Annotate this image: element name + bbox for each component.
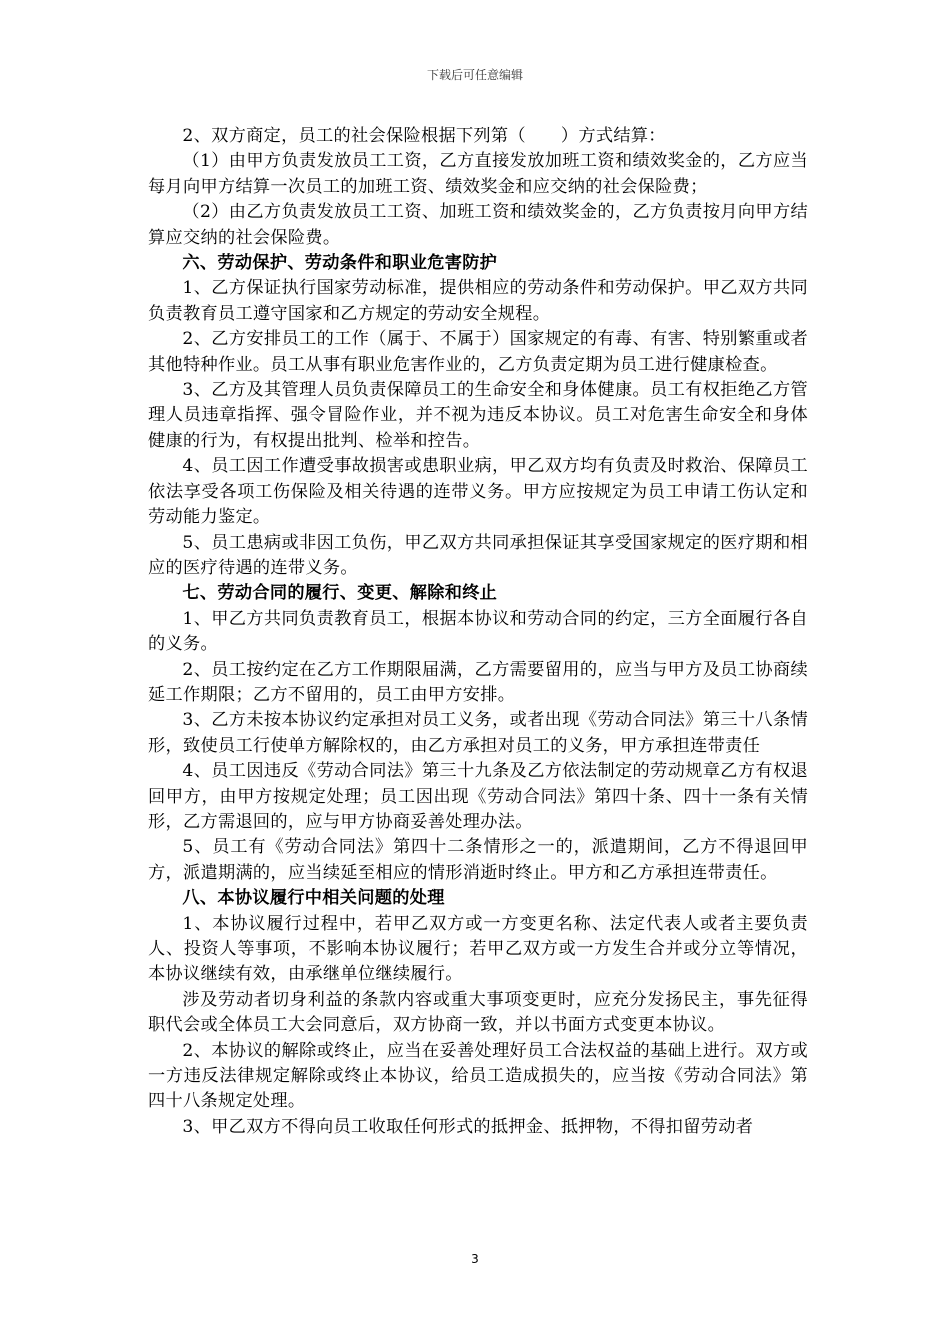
paragraph: 1、乙方保证执行国家劳动标准，提供相应的劳动条件和劳动保护。甲乙双方共同负责教育员工遵守国家和乙方规定的劳动安全规程。 (148, 278, 808, 324)
paragraph: 2、本协议的解除或终止，应当在妥善处理好员工合法权益的基础上进行。双方或一方违反法律规定解除或终止本协议，给员工造成损失的，应当按《劳动合同法》第四十八条规定处理。 (148, 1040, 808, 1112)
paragraph: 3、乙方及其管理人员负责保障员工的生命安全和身体健康。员工有权拒绝乙方管理人员违章指挥、强令冒险作业，并不视为违反本协议。员工对危害生命安全和身体健康的行为，有权提出批判、检举和控告。 (148, 380, 808, 451)
page-number: 3 (471, 1252, 479, 1266)
paragraph: 2、双方商定，员工的社会保险根据下列第（ ）方式结算： (182, 126, 666, 146)
paragraph: 1、甲乙方共同负责教育员工，根据本协议和劳动合同的约定，三方全面履行各自的义务。 (148, 608, 808, 655)
paragraph: 3、甲乙双方不得向员工收取任何形式的抵押金、抵押物，不得扣留劳动者 (182, 1116, 754, 1137)
paragraph: 4、员工因工作遭受事故损害或患职业病，甲乙双方均有负责及时救治、保障员工依法享受各项工伤保险及相关待遇的连带义务。甲方应按规定为员工申请工伤认定和劳动能力鉴定。 (148, 456, 808, 528)
section-heading: 六、劳动保护、劳动条件和职业危害防护 (182, 253, 498, 274)
paragraph: 2、员工按约定在乙方工作期限届满，乙方需要留用的，应当与甲方及员工协商续延工作期限；乙方不留用的，员工由甲方安排。 (148, 659, 808, 705)
paragraph: 5、员工患病或非因工负伤，甲乙双方共同承担保证其享受国家规定的医疗期和相应的医疗待遇的连带义务。 (148, 532, 808, 578)
page-header: 下载后可任意编辑 (426, 68, 523, 82)
document-body (148, 124, 808, 1140)
paragraph: （1）由甲方负责发放员工工资，乙方直接发放加班工资和绩效奖金的，乙方应当每月向甲方结算一次员工的加班工资、绩效奖金和应交纳的社会保险费； (148, 151, 808, 197)
paragraph: 涉及劳动者切身利益的条款内容或重大事项变更时，应充分发扬民主，事先征得职代会或全体员工大会同意后，双方协商一致，并以书面方式变更本协议。 (148, 989, 808, 1036)
paragraph: 3、乙方未按本协议约定承担对员工义务，或者出现《劳动合同法》第三十八条情形，致使员工行使单方解除权的，由乙方承担对员工的义务，甲方承担连带责任 (148, 710, 808, 756)
section-heading: 七、劳动合同的履行、变更、解除和终止 (182, 583, 498, 604)
paragraph: 1、本协议履行过程中，若甲乙双方或一方变更名称、法定代表人或者主要负责人、投资人等事项，不影响本协议履行；若甲乙双方或一方发生合并或分立等情况，本协议继续有效，由承继单位继续履行。 (148, 913, 808, 985)
paragraph: （2）由乙方负责发放员工工资、加班工资和绩效奖金的，乙方负责按月向甲方结算应交纳的社会保险费。 (148, 202, 808, 248)
section-heading: 八、本协议履行中相关问题的处理 (182, 888, 445, 909)
paragraph: 4、员工因违反《劳动合同法》第三十九条及乙方依法制定的劳动规章乙方有权退回甲方，由甲方按规定处理；员工因出现《劳动合同法》第四十条、四十一条有关情形，乙方需退回的，应与甲方协商妥善处理办法。 (148, 761, 808, 832)
paragraph: 5、员工有《劳动合同法》第四十二条情形之一的，派遣期间，乙方不得退回甲方，派遣期满的，应当续延至相应的情形消逝时终止。甲方和乙方承担连带责任。 (148, 837, 808, 883)
paragraph: 2、乙方安排员工的工作（属于、不属于）国家规定的有毒、有害、特别繁重或者其他特种作业。员工从事有职业危害作业的，乙方负责定期为员工进行健康检查。 (148, 329, 808, 375)
